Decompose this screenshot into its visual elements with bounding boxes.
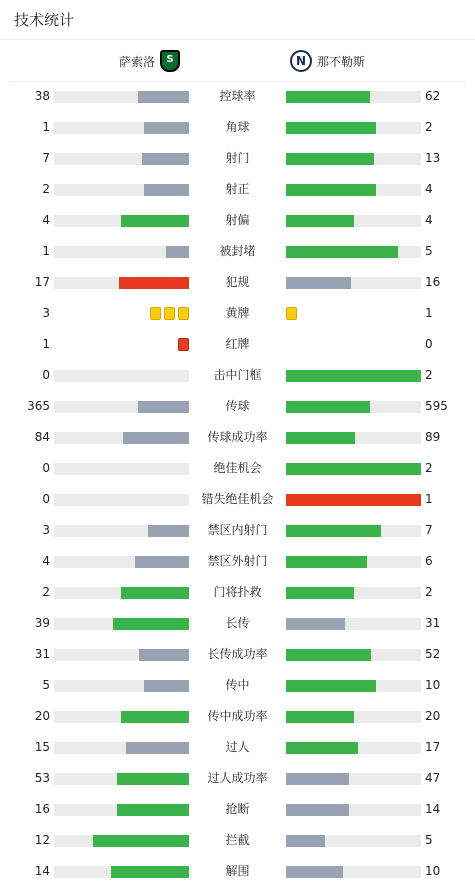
home-bar-fill: [144, 680, 189, 692]
stat-row: [0, 825, 475, 856]
away-bar-track: [286, 277, 421, 289]
away-bar-track: [286, 680, 421, 692]
away-value: 4: [425, 213, 433, 227]
home-bar-track: [54, 866, 189, 878]
away-value: 6: [425, 554, 433, 568]
away-bar-fill: [286, 866, 343, 878]
home-value: 31: [34, 647, 50, 661]
stat-row: [0, 484, 475, 515]
home-value: 4: [42, 213, 50, 227]
home-cards: [150, 307, 189, 321]
home-bar-track: [54, 246, 189, 258]
stat-label: 绝佳机会: [213, 461, 262, 475]
stat-row: [0, 794, 475, 825]
away-value: 7: [425, 523, 433, 537]
home-bar-track: [54, 91, 189, 103]
home-bar-track: [54, 401, 189, 413]
stat-label: 门将扑救: [213, 585, 262, 599]
home-bar-fill: [123, 432, 189, 444]
away-bar-fill: [286, 835, 325, 847]
home-value: 0: [42, 461, 50, 475]
away-bar-fill: [286, 742, 358, 754]
stat-label: 角球: [225, 120, 250, 134]
home-bar-track: [54, 711, 189, 723]
away-bar-fill: [286, 432, 355, 444]
away-value: 5: [425, 244, 433, 258]
stat-label: 传中: [225, 678, 250, 692]
stat-row: [0, 453, 475, 484]
home-value: 17: [34, 275, 50, 289]
away-value: 0: [425, 337, 433, 351]
stat-row: [0, 422, 475, 453]
away-value: 10: [425, 864, 441, 878]
stat-row: [0, 205, 475, 236]
home-bar-track: [54, 184, 189, 196]
home-value: 4: [42, 554, 50, 568]
away-value: 1: [425, 306, 433, 320]
yellow-card-icon: [164, 307, 175, 320]
home-bar-track: [54, 742, 189, 754]
away-value: 2: [425, 368, 433, 382]
away-team[interactable]: [290, 41, 365, 81]
home-bar-fill: [111, 866, 189, 878]
stat-row: [0, 298, 475, 329]
away-value: 2: [425, 461, 433, 475]
away-bar-track: [286, 184, 421, 196]
home-bar-fill: [119, 277, 189, 289]
away-value: 10: [425, 678, 441, 692]
away-bar-fill: [286, 122, 376, 134]
away-bar-track: [286, 153, 421, 165]
home-bar-fill: [121, 587, 189, 599]
away-bar-fill: [286, 556, 367, 568]
home-value: 12: [34, 833, 50, 847]
home-bar-track: [54, 680, 189, 692]
away-value: 4: [425, 182, 433, 196]
stat-row: [0, 267, 475, 298]
stat-row: [0, 81, 475, 112]
stat-label: 长传: [225, 616, 250, 630]
home-bar-track: [54, 618, 189, 630]
away-bar-track: [286, 742, 421, 754]
away-bar-track: [286, 835, 421, 847]
stat-row: [0, 236, 475, 267]
home-bar-fill: [135, 556, 189, 568]
home-value: 7: [42, 151, 50, 165]
home-bar-fill: [126, 742, 189, 754]
away-bar-track: [286, 866, 421, 878]
home-value: 1: [42, 337, 50, 351]
away-bar-fill: [286, 711, 354, 723]
home-value: 84: [34, 430, 50, 444]
away-value: 595: [425, 399, 448, 413]
away-value: 17: [425, 740, 441, 754]
away-bar-fill: [286, 494, 421, 506]
home-bar-fill: [121, 711, 189, 723]
home-bar-track: [54, 494, 189, 506]
napoli-logo-icon: [290, 50, 312, 72]
stat-label: 拦截: [225, 833, 250, 847]
stat-label: 禁区外射门: [207, 554, 268, 568]
away-value: 2: [425, 120, 433, 134]
stat-label: 红牌: [225, 337, 250, 351]
home-value: 53: [34, 771, 50, 785]
home-bar-fill: [138, 401, 189, 413]
home-value: 2: [42, 585, 50, 599]
home-bar-track: [54, 649, 189, 661]
sassuolo-logo-icon: [160, 50, 180, 72]
away-cards: [286, 307, 297, 321]
stat-row: [0, 112, 475, 143]
stat-label: 控球率: [219, 89, 256, 103]
stat-row: [0, 360, 475, 391]
away-value: 20: [425, 709, 441, 723]
away-bar-fill: [286, 370, 421, 382]
away-value: 31: [425, 616, 441, 630]
stat-row: [0, 174, 475, 205]
home-bar-fill: [144, 122, 189, 134]
away-bar-fill: [286, 618, 345, 630]
home-bar-track: [54, 122, 189, 134]
page-title: 技术统计: [0, 0, 475, 40]
stat-label: 解围: [225, 864, 250, 878]
home-value: 39: [34, 616, 50, 630]
home-bar-fill: [113, 618, 189, 630]
home-bar-track: [54, 215, 189, 227]
away-value: 52: [425, 647, 441, 661]
stat-row: [0, 732, 475, 763]
away-bar-fill: [286, 401, 370, 413]
yellow-card-icon: [286, 307, 297, 320]
home-value: 2: [42, 182, 50, 196]
away-bar-track: [286, 804, 421, 816]
home-value: 38: [34, 89, 50, 103]
home-value: 15: [34, 740, 50, 754]
away-bar-track: [286, 773, 421, 785]
stat-label: 被封堵: [219, 244, 256, 258]
home-value: 3: [42, 523, 50, 537]
stat-row: [0, 856, 475, 887]
stat-label: 黄牌: [225, 306, 250, 320]
stat-label: 射偏: [225, 213, 250, 227]
away-bar-fill: [286, 773, 349, 785]
away-value: 14: [425, 802, 441, 816]
red-card-icon: [178, 338, 189, 351]
home-value: 20: [34, 709, 50, 723]
home-bar-fill: [148, 525, 189, 537]
stat-label: 射正: [225, 182, 250, 196]
away-bar-track: [286, 122, 421, 134]
away-value: 5: [425, 833, 433, 847]
stat-row: [0, 639, 475, 670]
away-bar-track: [286, 649, 421, 661]
away-bar-track: [286, 401, 421, 413]
home-value: 14: [34, 864, 50, 878]
away-bar-track: [286, 463, 421, 475]
stat-label: 犯规: [225, 275, 250, 289]
away-bar-track: [286, 525, 421, 537]
home-bar-fill: [93, 835, 189, 847]
home-bar-track: [54, 525, 189, 537]
away-bar-fill: [286, 277, 351, 289]
home-team-name: 萨索洛: [118, 54, 155, 69]
away-bar-fill: [286, 246, 398, 258]
stat-label: 错失绝佳机会: [201, 492, 274, 506]
home-bar-track: [54, 432, 189, 444]
home-bar-fill: [121, 215, 189, 227]
away-bar-track: [286, 711, 421, 723]
stat-label: 过人成功率: [207, 771, 268, 785]
away-bar-track: [286, 370, 421, 382]
home-bar-track: [54, 556, 189, 568]
away-value: 62: [425, 89, 441, 103]
away-bar-fill: [286, 525, 381, 537]
away-bar-track: [286, 246, 421, 258]
home-bar-fill: [117, 773, 189, 785]
stat-label: 传球: [225, 399, 250, 413]
away-bar-fill: [286, 649, 371, 661]
home-value: 1: [42, 120, 50, 134]
away-value: 16: [425, 275, 441, 289]
away-bar-track: [286, 432, 421, 444]
stat-row: [0, 608, 475, 639]
home-bar-track: [54, 370, 189, 382]
home-bar-track: [54, 277, 189, 289]
home-bar-fill: [139, 649, 189, 661]
away-value: 1: [425, 492, 433, 506]
away-value: 47: [425, 771, 441, 785]
away-team-name: 那不勒斯: [317, 54, 366, 69]
home-cards: [178, 338, 189, 352]
away-bar-track: [286, 556, 421, 568]
home-value: 5: [42, 678, 50, 692]
home-bar-fill: [144, 184, 189, 196]
stat-row: [0, 670, 475, 701]
yellow-card-icon: [150, 307, 161, 320]
away-bar-track: [286, 91, 421, 103]
yellow-card-icon: [178, 307, 189, 320]
home-bar-track: [54, 804, 189, 816]
away-bar-fill: [286, 804, 349, 816]
away-bar-fill: [286, 215, 354, 227]
home-bar-track: [54, 587, 189, 599]
stat-label: 长传成功率: [207, 647, 268, 661]
away-bar-fill: [286, 587, 354, 599]
home-value: 365: [27, 399, 50, 413]
stat-row: [0, 391, 475, 422]
stat-label: 抢断: [225, 802, 250, 816]
home-bar-track: [54, 835, 189, 847]
stat-row: [0, 546, 475, 577]
stat-row: [0, 763, 475, 794]
home-bar-fill: [138, 91, 189, 103]
away-bar-fill: [286, 463, 421, 475]
stats-list: [0, 81, 475, 887]
away-bar-fill: [286, 91, 370, 103]
away-bar-track: [286, 587, 421, 599]
stat-row: [0, 701, 475, 732]
teams-header: [10, 41, 465, 82]
stat-label: 传中成功率: [207, 709, 268, 723]
home-team[interactable]: [119, 41, 180, 81]
home-value: 0: [42, 492, 50, 506]
away-bar-fill: [286, 153, 374, 165]
away-value: 89: [425, 430, 441, 444]
stat-label: 过人: [225, 740, 250, 754]
away-bar-track: [286, 494, 421, 506]
home-bar-fill: [142, 153, 189, 165]
stat-label: 击中门框: [213, 368, 262, 382]
stat-label: 传球成功率: [207, 430, 268, 444]
away-bar-fill: [286, 184, 376, 196]
home-bar-track: [54, 463, 189, 475]
stat-row: [0, 577, 475, 608]
home-bar-track: [54, 153, 189, 165]
home-bar-fill: [117, 804, 189, 816]
away-bar-track: [286, 618, 421, 630]
away-bar-track: [286, 215, 421, 227]
stat-row: [0, 143, 475, 174]
away-value: 13: [425, 151, 441, 165]
home-value: 1: [42, 244, 50, 258]
stat-label: 射门: [225, 151, 250, 165]
home-bar-fill: [166, 246, 189, 258]
stat-row: [0, 515, 475, 546]
home-value: 3: [42, 306, 50, 320]
home-value: 16: [34, 802, 50, 816]
stat-row: [0, 329, 475, 360]
stat-label: 禁区内射门: [207, 523, 268, 537]
home-value: 0: [42, 368, 50, 382]
away-bar-fill: [286, 680, 376, 692]
away-value: 2: [425, 585, 433, 599]
home-bar-track: [54, 773, 189, 785]
